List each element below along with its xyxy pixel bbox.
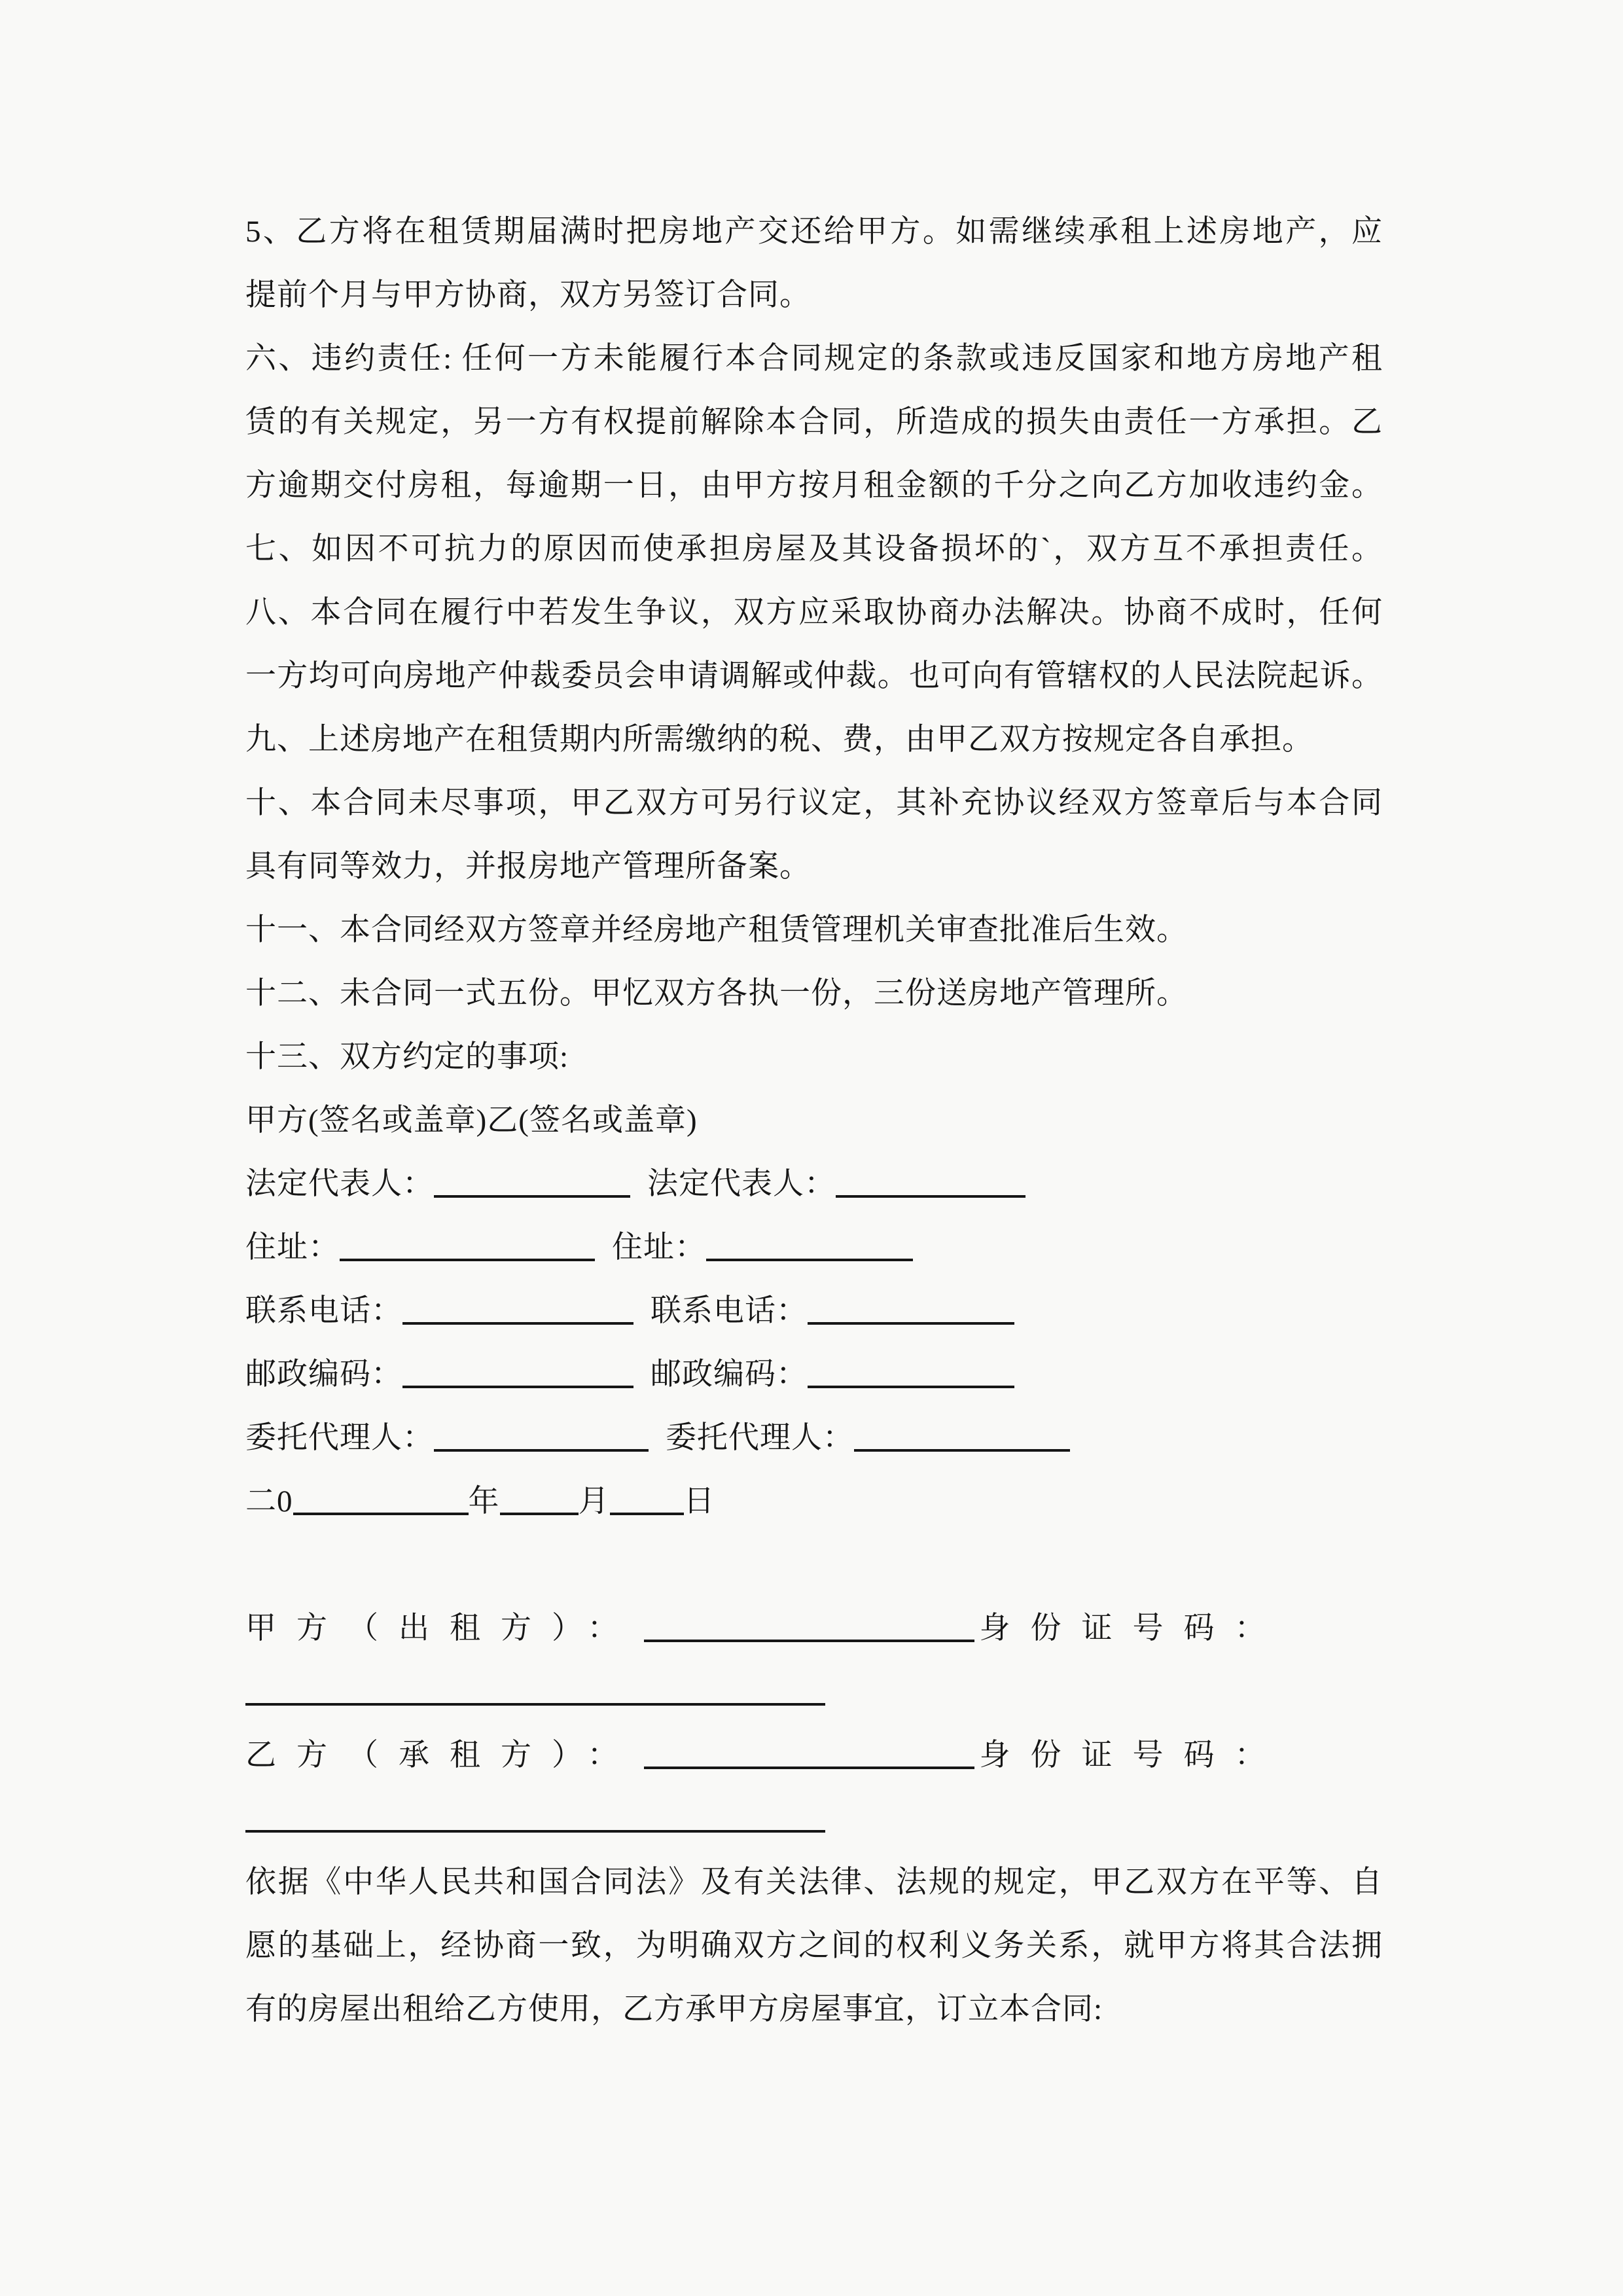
blank-underline — [434, 1445, 649, 1452]
form-label: 委托代理人： — [245, 1421, 434, 1455]
blank-line — [245, 1534, 1382, 1597]
clause-line: 六、违约责任: 任何一方未能履行本合同规定的条款或违反国家和地方房地产租 — [245, 342, 1382, 376]
form-row-agent — [245, 1407, 1382, 1470]
closing-line: 依据《中华人民共和国合同法》及有关法律、法规的规定，甲乙双方在平等、自 — [245, 1865, 1382, 1899]
blank-underline — [808, 1382, 1014, 1388]
date-line — [245, 1470, 1382, 1534]
clause-line: 十、本合同未尽事项，甲乙双方可另行议定，其补充协议经双方签章后与本合同 — [245, 786, 1382, 820]
blank-underline — [854, 1445, 1070, 1452]
clause-line: 方逾期交付房租，每逾期一日，由甲方按月租金额的千分之向乙方加收违约金。 — [245, 469, 1382, 503]
form-label: 住址： — [612, 1230, 706, 1265]
clause-line: 七、如因不可抗力的原因而使承担房屋及其设备损坏的`，双方互不承担责任。 — [245, 532, 1382, 566]
clause-line: 十二、未合同一式五份。甲忆双方各执一份，三份送房地产管理所。 — [245, 977, 1188, 1011]
clause-line: 九、上述房地产在租赁期内所需缴纳的税、费，由甲乙双方按规定各自承担。 — [245, 723, 1313, 757]
party-a-label: 甲方（出租方）： — [245, 1611, 639, 1645]
form-row-postcode — [245, 1343, 1382, 1407]
blank-underline — [500, 1509, 579, 1515]
form-label: 联系电话： — [245, 1294, 402, 1328]
clause-line: 5、乙方将在租赁期届满时把房地产交还给甲方。如需继续承租上述房地产，应 — [245, 215, 1382, 249]
blank-underline — [644, 1636, 974, 1642]
blank-underline — [610, 1509, 684, 1515]
form-label: 法定代表人： — [245, 1167, 434, 1201]
day-label: 日 — [683, 1484, 715, 1518]
blank-underline — [245, 1699, 825, 1706]
blank-underline — [644, 1763, 974, 1769]
id-number-label: 身份证号码： — [979, 1611, 1286, 1645]
month-label: 月 — [578, 1484, 610, 1518]
party-a-line — [245, 1597, 1382, 1660]
form-label: 住址： — [245, 1230, 340, 1265]
blank-underline — [434, 1191, 630, 1198]
form-row-legal-representative — [245, 1153, 1382, 1216]
blank-underline — [402, 1382, 633, 1388]
party-b-id-continuation — [245, 1787, 1382, 1851]
party-a-id-continuation — [245, 1660, 1382, 1724]
date-prefix: 二0 — [245, 1484, 293, 1518]
form-label: 邮政编码： — [245, 1357, 402, 1391]
form-label: 委托代理人： — [666, 1421, 854, 1455]
contract-body — [245, 200, 1382, 2041]
form-row-phone — [245, 1280, 1382, 1343]
clause-line: 十三、双方约定的事项: — [245, 1040, 569, 1074]
blank-underline — [293, 1509, 469, 1515]
blank-underline — [836, 1191, 1026, 1198]
blank-underline — [808, 1318, 1014, 1325]
form-label: 邮政编码： — [651, 1357, 808, 1391]
blank-underline — [402, 1318, 633, 1325]
clause-line: 八、本合同在履行中若发生争议，双方应采取协商办法解决。协商不成时，任何 — [245, 596, 1382, 630]
signature-caption-line: 甲方(签名或盖章)乙(签名或盖章) — [245, 1103, 698, 1138]
clause-line: 赁的有关规定，另一方有权提前解除本合同，所造成的损失由责任一方承担。乙 — [245, 405, 1382, 439]
form-row-address — [245, 1216, 1382, 1280]
year-label: 年 — [468, 1484, 500, 1518]
clause-line: 提前个月与甲方协商，双方另签订合同。 — [245, 278, 811, 312]
form-label: 法定代表人： — [647, 1167, 836, 1201]
form-label: 联系电话： — [651, 1294, 808, 1328]
blank-underline — [245, 1826, 825, 1833]
clause-line: 十一、本合同经双方签章并经房地产租赁管理机关审查批准后生效。 — [245, 913, 1188, 947]
id-number-label: 身份证号码： — [979, 1738, 1286, 1772]
closing-line: 愿的基础上，经协商一致，为明确双方之间的权利义务关系，就甲方将其合法拥 — [245, 1929, 1382, 1963]
blank-underline — [706, 1255, 913, 1261]
blank-underline — [340, 1255, 595, 1261]
clause-line: 具有同等效力，并报房地产管理所备案。 — [245, 850, 811, 884]
clause-line: 一方均可向房地产仲裁委员会申请调解或仲裁。也可向有管辖权的人民法院起诉。 — [245, 659, 1382, 693]
party-b-label: 乙方（承租方）： — [245, 1738, 639, 1772]
closing-line: 有的房屋出租给乙方使用，乙方承甲方房屋事宜，订立本合同: — [245, 1992, 1103, 2026]
party-b-line — [245, 1724, 1382, 1787]
